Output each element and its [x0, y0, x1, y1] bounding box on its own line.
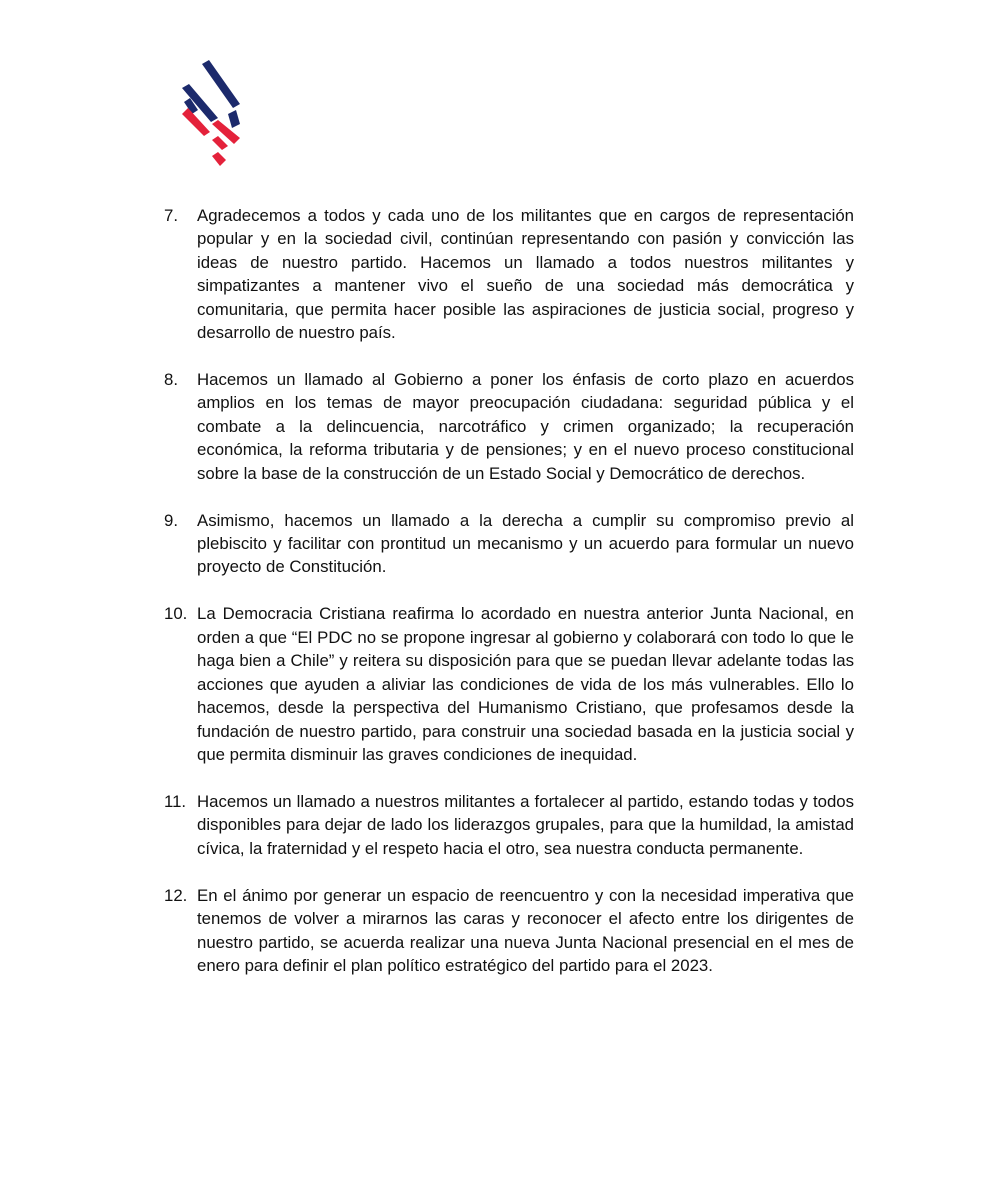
item-number: 7.: [164, 206, 178, 225]
item-text: Agradecemos a todos y cada uno de los militantes que en cargos de representación popular y en la sociedad civil, continúan representando con pasión y convicción las ideas de nuestro partido. Hacemos un llamado a todos nuestros militantes y simpatizantes a mantener vivo el sueño de una sociedad más democrática y comunitaria, que permita hacer posible las aspiraciones de justicia social, progreso y desarrollo de nuestro país.: [197, 206, 854, 343]
logo-red-stroke-lower: [212, 136, 228, 150]
document-body: [164, 204, 854, 977]
item-number: 8.: [164, 370, 178, 390]
list-item: [164, 509, 854, 579]
item-text: Asimismo, hacemos un llamado a la derecha a cumplir su compromiso previo al plebiscito y facilitar con prontitud un mecanismo y un acuerdo para formular un nuevo proyecto de Constitución.: [197, 510, 854, 577]
item-text: Hacemos un llamado a nuestros militantes a fortalecer al partido, estando todas y todos disponibles para dejar de lado los liderazgos grupales, para que la humildad, la amistad cívica, la fraternidad y el respeto hacia el otro, sea nuestra conducta permanente.: [197, 791, 854, 858]
list-item: [164, 884, 854, 978]
logo-red-stroke-bottom: [212, 152, 226, 166]
item-number: 12.: [164, 885, 188, 905]
list-item: [164, 790, 854, 860]
list-item: [164, 602, 854, 766]
list-item: [164, 368, 854, 485]
item-text: En el ánimo por generar un espacio de reencuentro y con la necesidad imperativa que tenemos de volver a mirarnos las caras y reconocer el afecto entre los dirigentes de nuestro partido, se acuerda realizar una nueva Junta Nacional presencial en el mes de enero para definir el plan político estratégico del partido para el 2023.: [197, 885, 854, 975]
item-number: 11.: [164, 791, 187, 811]
logo-navy-stroke-long: [202, 60, 240, 108]
item-number: 10.: [164, 604, 188, 624]
item-text: Hacemos un llamado al Gobierno a poner los énfasis de corto plazo en acuerdos amplios en los temas de mayor preocupación ciudadana: seguridad pública y el combate a la delincuencia, narcotráfico y crimen organizado; la recuperación económica, la reforma tributaria y de pensiones; y en el nuevo proceso constitucional sobre la base de la construcción de un Estado Social y Democrático de derechos.: [197, 370, 854, 483]
item-text: La Democracia Cristiana reafirma lo acordado en nuestra anterior Junta Nacional, en orden a que “El PDC no se propone ingresar al gobierno y colaborará con todo lo que le haga bien a Chile” y reitera su disposición para que se puedan llevar adelante todas las acciones que ayuden a aliviar las condiciones de vida de los más vulnerables. Ello lo hacemos, desde la perspectiva del Humanismo Cristiano, que profesamos desde la fundación de nuestro partido, para construir una sociedad basada en la justicia social y que permita disminuir las graves condiciones de inequidad.: [197, 604, 854, 764]
logo-navy-stroke-right: [228, 110, 240, 128]
item-number: 9.: [164, 510, 178, 530]
list-item: [164, 204, 854, 344]
party-logo-icon: [176, 58, 248, 170]
